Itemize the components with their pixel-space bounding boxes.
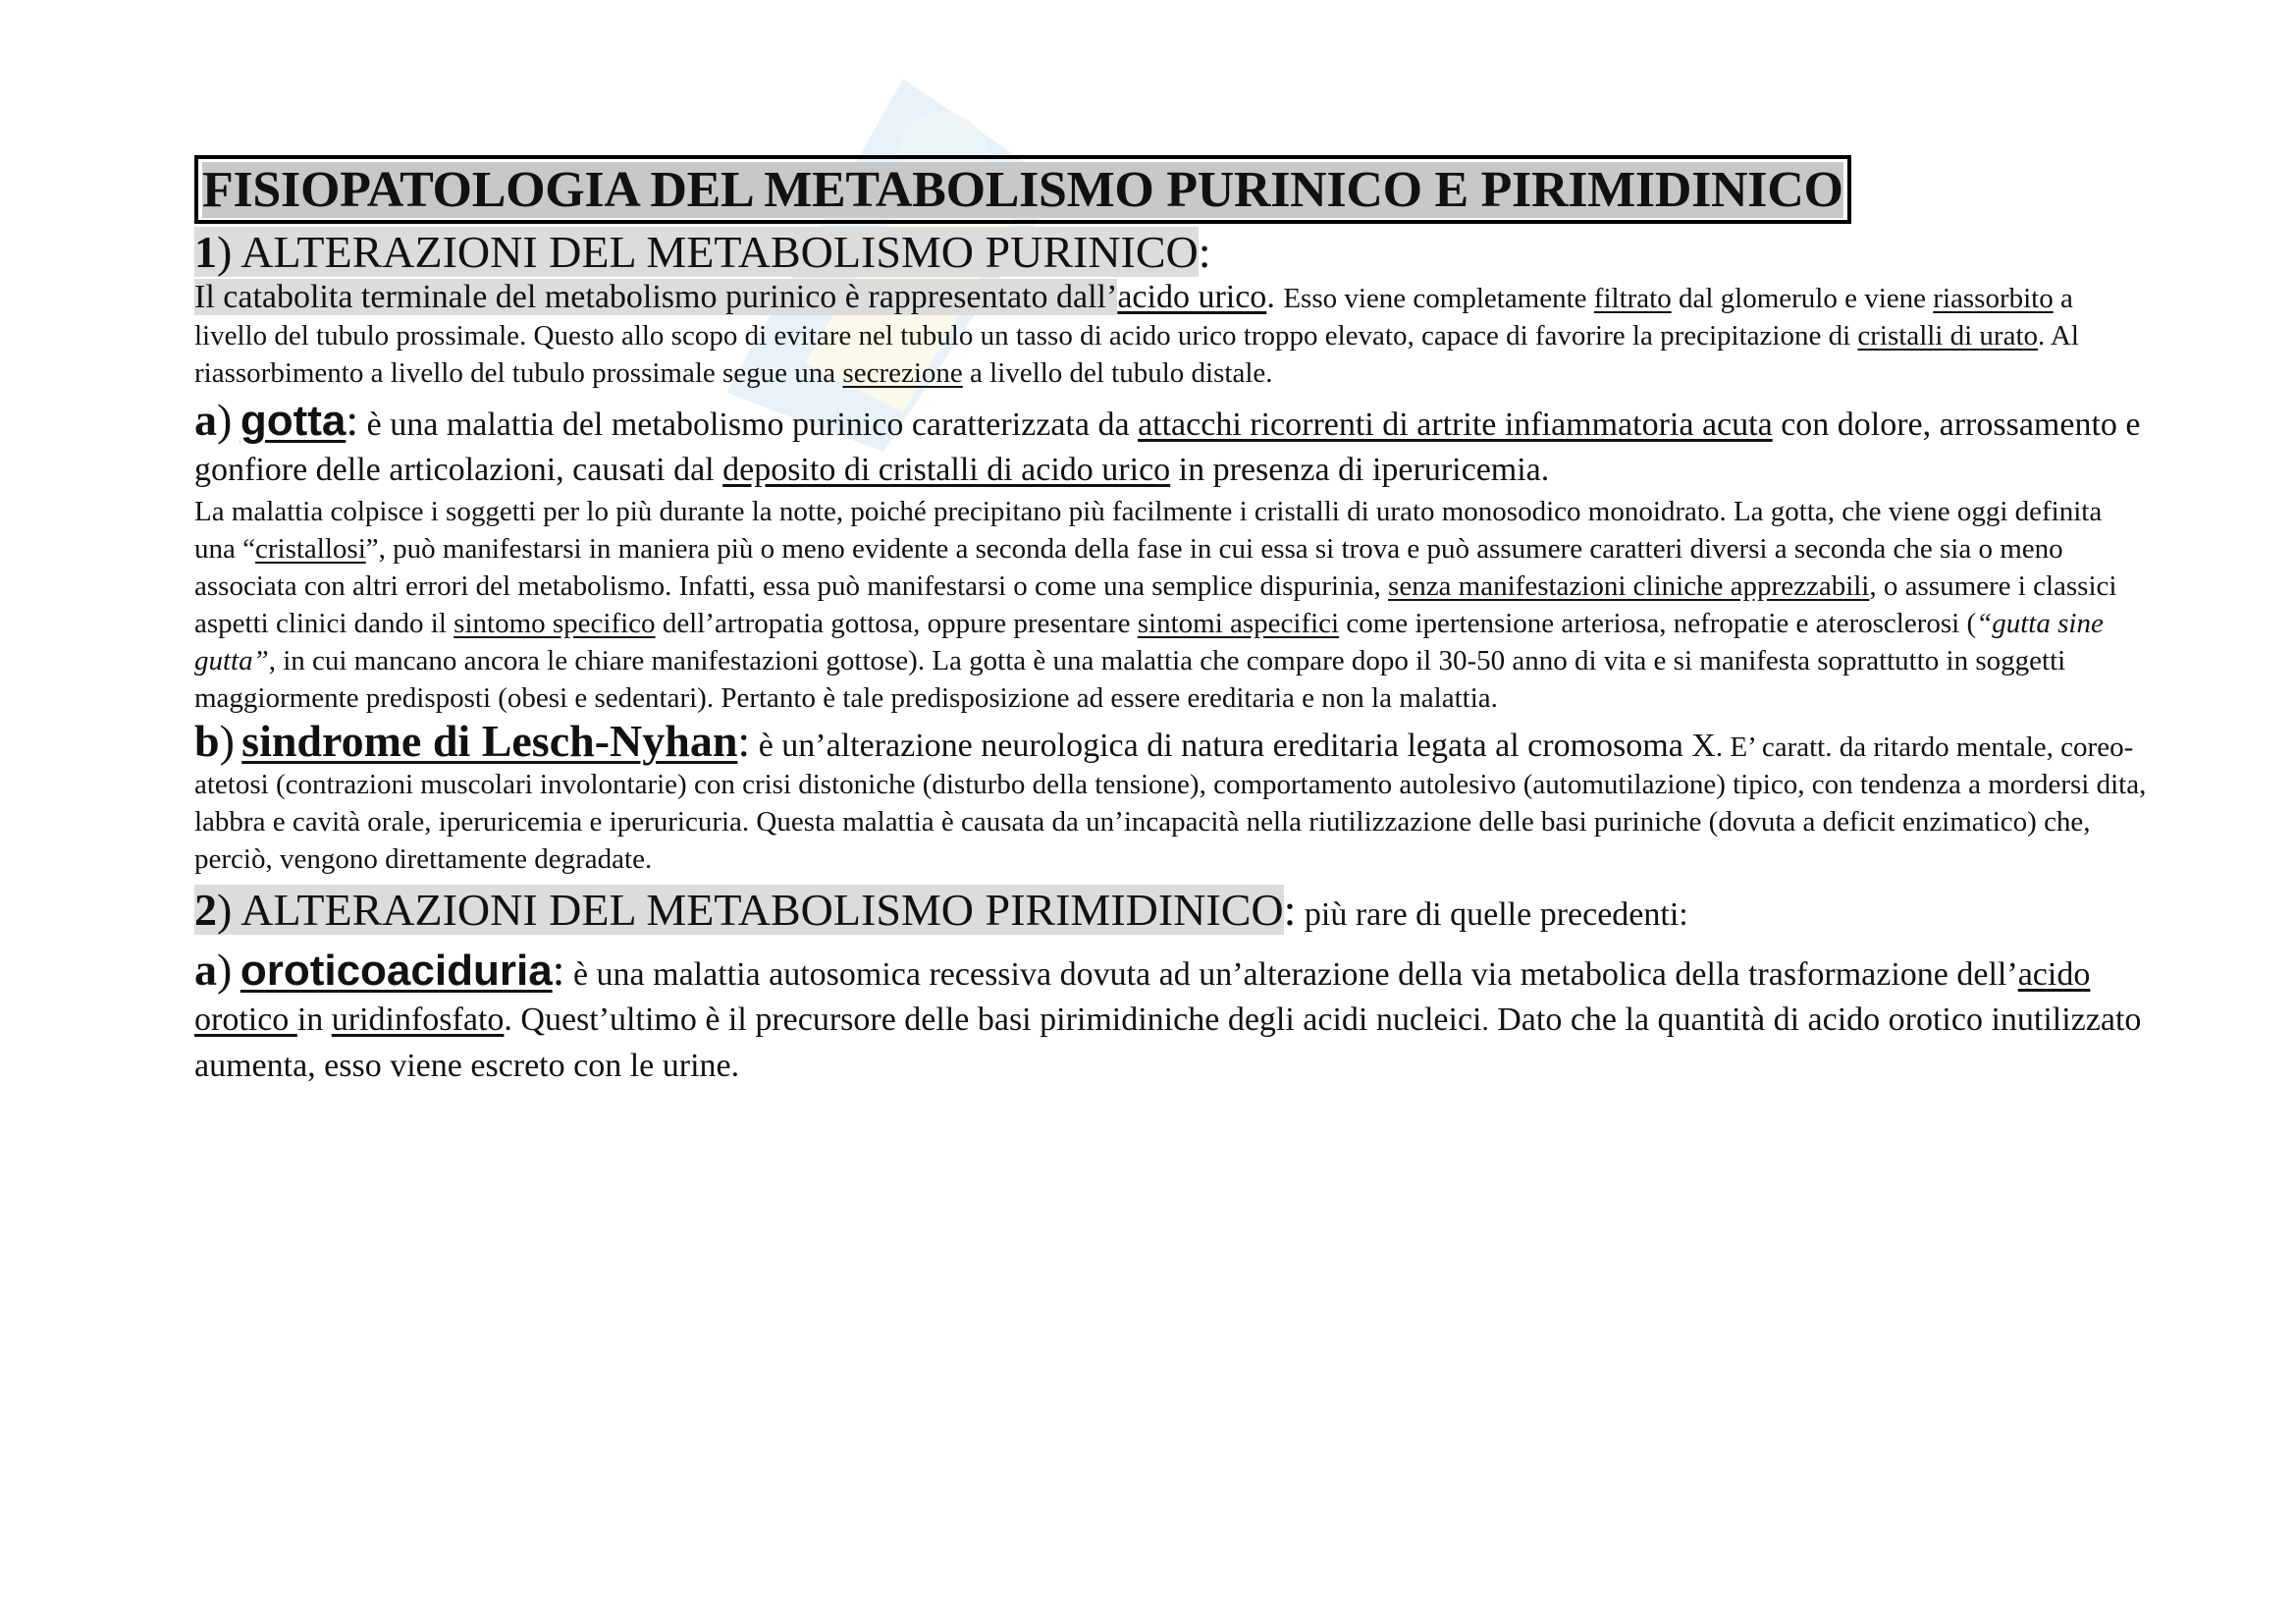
- section-2-number: 2: [194, 885, 217, 935]
- gotta-term: gotta: [240, 397, 347, 445]
- section-1-title: ) ALTERAZIONI DEL METABOLISMO PURINICO: [217, 227, 1199, 277]
- document-title: [194, 155, 1851, 224]
- section-2-heading: 2) ALTERAZIONI DEL METABOLISMO PIRIMIDINICO: più rare di quelle precedenti:: [194, 885, 1688, 935]
- document-page: [194, 155, 2148, 1089]
- section-1-heading: 1) ALTERAZIONI DEL METABOLISMO PURINICO:: [194, 227, 1211, 277]
- section-1-number: 1: [194, 227, 217, 277]
- oroticoaciduria-paragraph: a) oroticoaciduria: è una malattia autosomica recessiva dovuta ad un’alterazione della via metabolica della trasformazione dell’acido orotico in uridinfosfato. Quest’ultimo è il precursore delle basi pirimidiniche degli acidi nucleici. Dato che la quantità di acido orotico inutilizzato aumenta, esso viene escreto con le urine.: [194, 945, 2142, 1084]
- gotta-details: La malattia colpisce i soggetti per lo più durante la notte, poiché precipitano più facilmente i cristalli di urato monosodico monoidrato. La gotta, che viene oggi definita una “cristallosi”, può manifestarsi in maniera più o meno evidente a seconda della fase in cui essa si trova e può assumere caratteri diversi a seconda che sia o meno associata con altri errori del metabolismo. Infatti, essa può manifestarsi o come una semplice dispurinia, senza manifestazioni cliniche apprezzabili, o assumere i classici aspetti clinici dando il sintomo specifico dell’artropatia gottosa, oppure presentare sintomi aspecifici come ipertensione arteriosa, nefropatie e aterosclerosi (“gutta sine gutta”, in cui mancano ancora le chiare manifestazioni gottose). La gotta è una malattia che compare dopo il 30-50 anno di vita e si manifesta soprattutto in soggetti maggiormente predisposti (obesi e sedentari). Pertanto è tale predisposizione ad essere ereditaria e non la malattia.: [194, 496, 2117, 714]
- section-2-title: ) ALTERAZIONI DEL METABOLISMO PIRIMIDINICO: [217, 885, 1284, 935]
- oroticoaciduria-term: oroticoaciduria: [240, 947, 553, 995]
- lesch-nyhan-term: sindrome di Lesch-Nyhan: [241, 716, 738, 766]
- section-1-intro: Il catabolita terminale del metabolismo purinico è rappresentato dall’acido urico. Esso viene completamente filtrato dal glomerulo e viene riassorbito a livello del tubulo prossimale. Questo allo scopo di evitare nel tubulo un tasso di acido urico troppo elevato, capace di favorire la precipitazione di cristalli di urato. Al riassorbimento a livello del tubulo prossimale segue una secrezione a livello del tubulo distale.: [194, 279, 2079, 389]
- gotta-paragraph: a) gotta: è una malattia del metabolismo purinico caratterizzata da attacchi ricorrenti di artrite infiammatoria acuta con dolore, arrossamento e gonfiore delle articolazioni, causati dal deposito di cristalli di acido urico in presenza di iperuricemia.: [194, 395, 2141, 488]
- lesch-nyhan-paragraph: b) sindrome di Lesch-Nyhan: è un’alterazione neurologica di natura ereditaria legata al cromosoma X. E’ caratt. da ritardo mentale, coreo-atetosi (contrazioni muscolari involontarie) con crisi distoniche (disturbo della tensione), comportamento autolesivo (automutilazione) tipico, con tendenza a mordersi dita, labbra e cavità orale, iperuricemia e iperuricuria. Questa malattia è causata da un’incapacità nella riutilizzazione delle basi puriniche (dovuta a deficit enzimatico) che, perciò, vengono direttamente degradate.: [194, 716, 2147, 875]
- title-text: FISIOPATOLOGIA DEL METABOLISMO PURINICO E PIRIMIDINICO: [202, 162, 1843, 218]
